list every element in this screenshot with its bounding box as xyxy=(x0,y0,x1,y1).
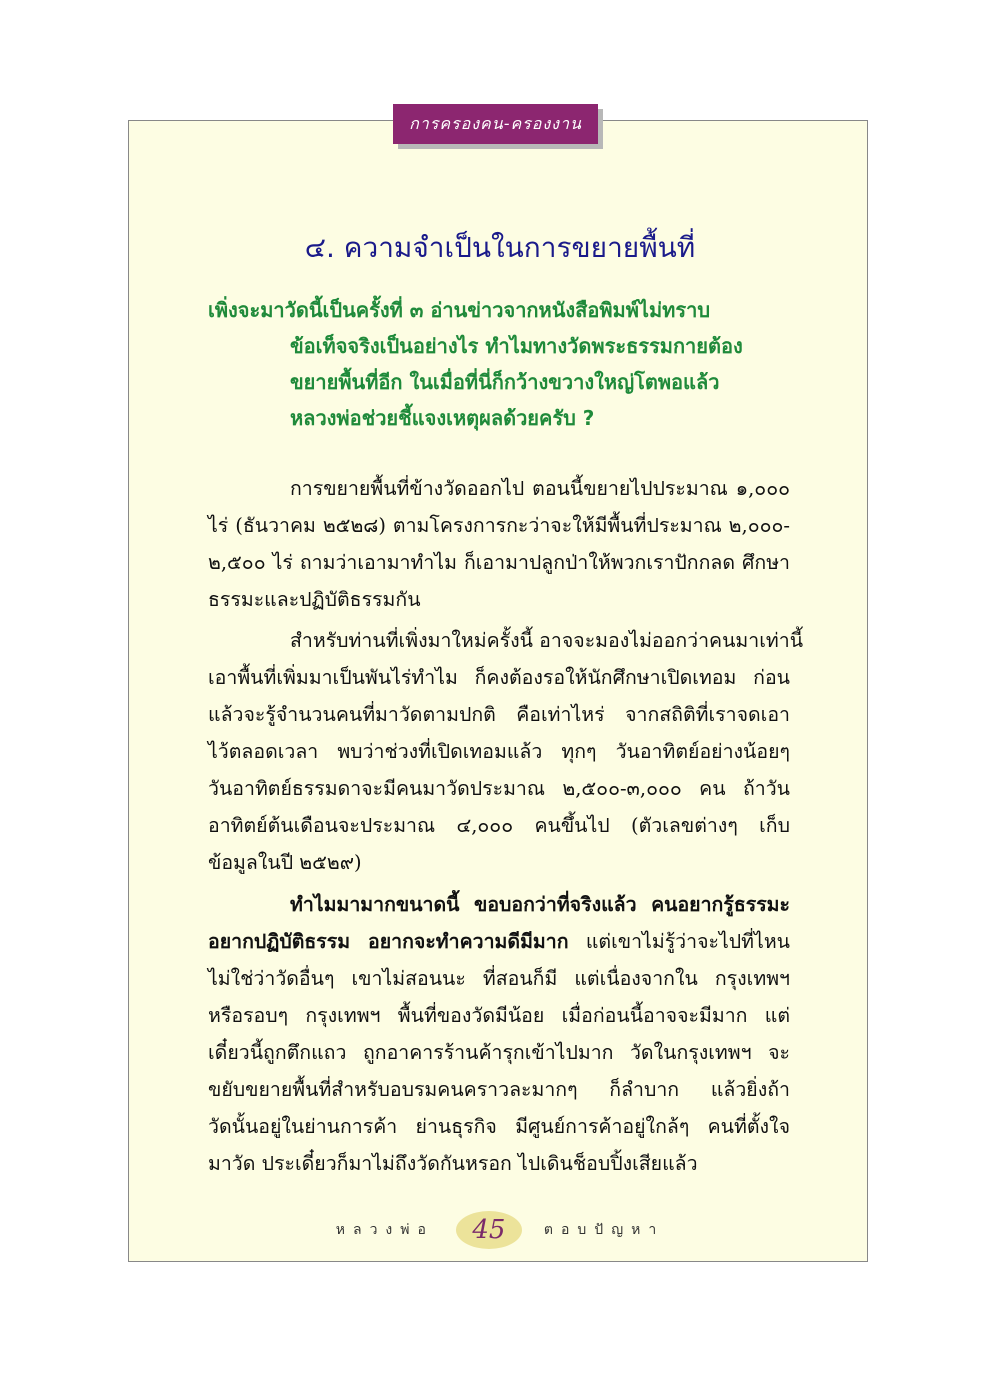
text-line: ไร่ (ธันวาคม ๒๕๒๘) ตามโครงการกะว่าจะให้มีพื้นที่ประมาณ ๒,๐๐๐- xyxy=(208,514,790,537)
text-line: ขยับขยายพื้นที่สำหรับอบรมคนคราวละมากๆ ก็ลำบาก แล้วยิ่งถ้า xyxy=(208,1078,790,1101)
section-header: การครองคน-ครองงาน xyxy=(393,104,598,144)
chapter-title: ๔. ความจำเป็นในการขยายพื้นที่ xyxy=(304,231,696,264)
footer-book-right: ตอบปัญหา xyxy=(543,1222,665,1238)
page-number: 45 xyxy=(456,1211,522,1249)
text-line: สำหรับท่านที่เพิ่งมาใหม่ครั้งนี้ อาจจะมองไม่ออกว่าคนมาเท่านี้ xyxy=(290,629,804,652)
text-line: อาทิตย์ต้นเดือนจะประมาณ ๔,๐๐๐ คนขึ้นไป (ตัวเลขต่างๆ เก็บ xyxy=(208,814,790,837)
text-line: ไว้ตลอดเวลา พบว่าช่วงที่เปิดเทอมแล้ว ทุกๆ วันอาทิตย์อย่างน้อยๆ xyxy=(208,740,790,763)
question-line: ข้อเท็จจริงเป็นอย่างไร ทำไมทางวัดพระธรรมกายต้อง xyxy=(290,334,743,358)
paragraph-2 xyxy=(208,622,804,881)
paragraph-1 xyxy=(208,470,790,618)
text-line: มาวัด ประเดี๋ยวก็มาไม่ถึงวัดกันหรอก ไปเดินช็อบปิ้งเสียแล้ว xyxy=(208,1152,698,1175)
text-line: การขยายพื้นที่ข้างวัดออกไป ตอนนี้ขยายไปประมาณ ๑,๐๐๐ xyxy=(290,477,790,500)
text-line: ข้อมูลในปี ๒๕๒๙) xyxy=(208,851,362,874)
text-line xyxy=(208,923,790,960)
text-line-bold: ทำไมมามากขนาดนี้ ขอบอกว่าที่จริงแล้ว คนอยากรู้ธรรมะ xyxy=(290,893,790,916)
text-line: วันอาทิตย์ธรรมดาจะมีคนมาวัดประมาณ ๒,๕๐๐-๓,๐๐๐ คน ถ้าวัน xyxy=(208,777,790,800)
text-line: ธรรมะและปฏิบัติธรรมกัน xyxy=(208,588,421,611)
question-line: ขยายพื้นที่อีก ในเมื่อที่นี่ก็กว้างขวางใหญ่โตพอแล้ว xyxy=(290,370,720,394)
page-footer xyxy=(300,1210,700,1250)
paragraph-3 xyxy=(208,886,790,1182)
text-line: ไม่ใช่ว่าวัดอื่นๆ เขาไม่สอนนะ ที่สอนก็มี แต่เนื่องจากใน กรุงเทพฯ xyxy=(208,967,790,990)
question-block xyxy=(208,292,808,436)
question-line: เพิ่งจะมาวัดนี้เป็นครั้งที่ ๓ อ่านข่าวจากหนังสือพิมพ์ไม่ทราบ xyxy=(208,298,711,322)
question-line: หลวงพ่อช่วยชี้แจงเหตุผลด้วยครับ ? xyxy=(290,406,595,430)
text-line: หรือรอบๆ กรุงเทพฯ พื้นที่ของวัดมีน้อย เมื่อก่อนนี้อาจจะมีมาก แต่ xyxy=(208,1004,790,1027)
text-line: เอาพื้นที่เพิ่มมาเป็นพันไร่ทำไม ก็คงต้องรอให้นักศึกษาเปิดเทอม ก่อน xyxy=(208,666,790,689)
text-line: ๒,๕๐๐ ไร่ ถามว่าเอามาทำไม ก็เอามาปลูกป่าให้พวกเราปักกลด ศึกษา xyxy=(208,551,790,574)
bold-phrase: อยากปฏิบัติธรรม อยากจะทำความดีมีมาก xyxy=(208,930,569,953)
text-fragment: แต่เขาไม่รู้ว่าจะไปที่ไหน xyxy=(568,930,791,953)
text-line: เดี๋ยวนี้ถูกตึกแถว ถูกอาคารร้านค้ารุกเข้าไปมาก วัดในกรุงเทพฯ จะ xyxy=(208,1041,790,1064)
footer-book-left: หลวงพ่อ xyxy=(335,1222,434,1238)
text-line: แล้วจะรู้จำนวนคนที่มาวัดตามปกติ คือเท่าไหร่ จากสถิติที่เราจดเอา xyxy=(208,703,790,726)
text-line: วัดนั้นอยู่ในย่านการค้า ย่านธุรกิจ มีศูนย์การค้าอยู่ใกล้ๆ คนที่ตั้งใจ xyxy=(208,1115,790,1138)
